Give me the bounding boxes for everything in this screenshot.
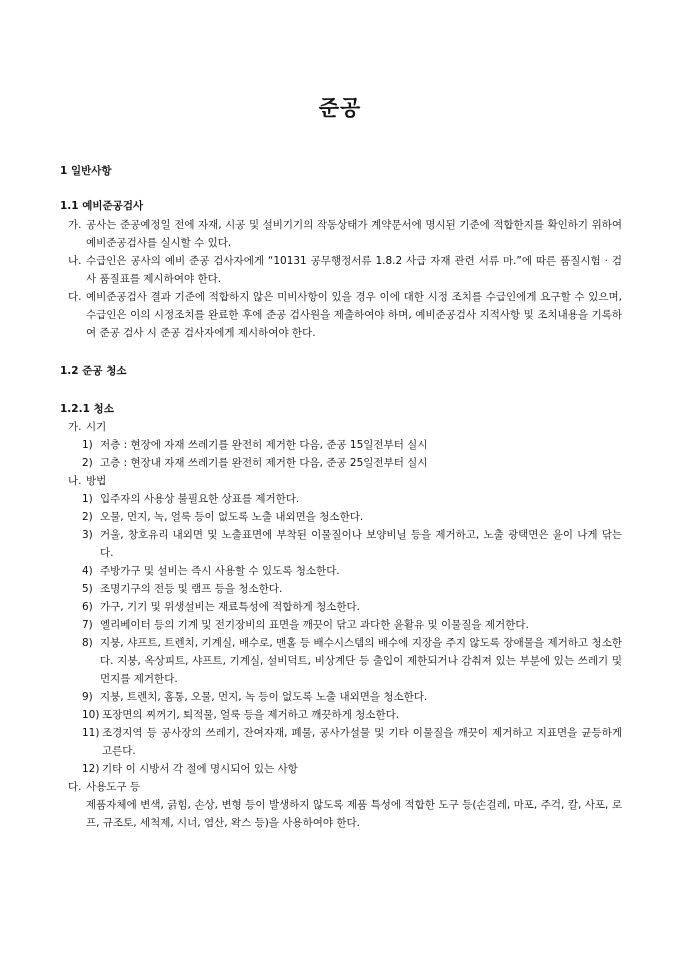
subsection-heading-cleaning: 1.2.1 청소 [60,403,114,415]
item-marker: 7) [82,619,93,631]
tools-paragraph: 제품자체에 변색, 긁힘, 손상, 변형 등이 발생하지 않도록 제품 특성에 적합한 도구 등(손걸레, 마포, 주걱, 칼, 사포, 로프, 규조토, 세척제, 시너, 염산, 왁스 등)을 사용하여야 한다. [86,799,622,829]
item-text: 엘리베이터 등의 기계 및 전기장비의 표면을 깨끗이 닦고 과다한 윤활유 및 이물질을 제거한다. [100,619,529,631]
item-text: 공사는 준공예정일 전에 자재, 시공 및 설비기기의 작동상태가 계약문서에 명시된 기준에 적합한지를 확인하기 위하여 예비준공검사를 실시할 수 있다. [86,219,622,249]
item-marker: 2) [82,511,93,523]
item-marker: 나. [68,475,82,487]
item-marker: 1) [82,439,93,451]
item-marker: 가. [68,421,82,433]
item-marker: 다. [68,291,82,303]
sub-list-item [60,526,622,562]
list-item [60,252,622,288]
item-marker: 가. [68,219,82,231]
item-marker: 2) [82,457,93,469]
list-item-method [60,472,622,490]
sub-list-item [60,436,622,454]
item-text: 고층 : 현장내 자재 쓰레기를 완전히 제거한 다음, 준공 25일전부터 실시 [100,457,428,469]
item-text: 포장면의 찌꺼기, 퇴적물, 얼룩 등을 제거하고 깨끗하게 청소한다. [102,709,400,721]
item-text: 주방가구 및 설비는 즉시 사용할 수 있도록 청소한다. [100,565,340,577]
document-body [60,162,622,832]
page-title: 준공 [318,96,362,120]
item-text: 저층 : 현장에 자재 쓰레기를 완전히 제거한 다음, 준공 15일전부터 실시 [100,439,428,451]
item-text: 수급인은 공사의 예비 준공 검사자에게 “10131 공무행정서류 1.8.2 사급 자재 관련 서류 마.”에 따른 품질시험 · 검사 품질표를 제시하여야 한다. [86,255,622,285]
item-marker: 나. [68,255,82,267]
item-text: 가구, 기기 및 위생설비는 재료특성에 적합하게 청소한다. [100,601,360,613]
item-marker: 6) [82,601,93,613]
sub-list-item [60,454,622,472]
item-marker: 4) [82,565,93,577]
item-marker: 11) [82,727,100,739]
item-marker: 9) [82,691,93,703]
sub-list-item [60,580,622,598]
section-heading-general: 1 일반사항 [60,165,112,177]
sub-list-item [60,490,622,508]
item-text: 입주자의 사용상 불필요한 상표를 제거한다. [100,493,300,505]
subsection-heading-pre-inspection: 1.1 예비준공검사 [60,200,144,212]
item-text: 지붕, 샤프트, 트렌치, 기계실, 배수로, 맨홀 등 배수시스템의 배수에 지장을 주지 않도록 장애물을 제거하고 청소한다. 지붕, 옥상피트, 샤프트, 기계실, 설비덕트, 비상계단 등 출입이 제한되거나 감춰져 있는 부분에 있는 쓰레기 및 먼지를 제거한다. [100,637,622,685]
sub-list-item [60,634,622,688]
sub-list-item [60,706,622,724]
item-marker: 12) [82,763,100,775]
list-item-tools [60,778,622,796]
sub-list-item [60,760,622,778]
item-text: 오물, 먼지, 녹, 얼룩 등이 없도록 노출 내외면을 청소한다. [100,511,364,523]
item-text: 거울, 창호유리 내외면 및 노출표면에 부착된 이물질이나 보양비닐 등을 제거하고, 노출 광택면은 윤이 나게 닦는다. [100,529,622,559]
item-marker: 1) [82,493,93,505]
section-spacer [60,342,622,362]
item-text: 조경지역 등 공사장의 쓰레기, 잔여자재, 폐물, 공사가설물 및 기타 이물질을 깨끗이 제거하고 지표면을 균등하게 고른다. [102,727,622,757]
item-text: 지붕, 트렌치, 홈통, 오물, 먼지, 녹 등이 없도록 노출 내외면을 청소한다. [100,691,428,703]
item-marker: 다. [68,781,82,793]
section-spacer [60,380,622,400]
sub-list-item [60,598,622,616]
sub-list-item [60,724,622,760]
sub-list-item [60,688,622,706]
list-item [60,288,622,342]
item-marker: 8) [82,637,93,649]
item-marker: 10) [82,709,100,721]
sub-list-item [60,508,622,526]
item-text: 조명기구의 전등 및 램프 등을 청소한다. [100,583,283,595]
sub-list-item [60,616,622,634]
list-item-timing [60,418,622,436]
item-marker: 3) [82,529,93,541]
sub-list-item [60,562,622,580]
section-heading-cleaning: 1.2 준공 청소 [60,365,127,377]
item-label: 사용도구 등 [86,781,141,793]
list-item [60,216,622,252]
item-text: 기타 이 시방서 각 절에 명시되어 있는 사항 [102,763,298,775]
item-text: 예비준공검사 결과 기준에 적합하지 않은 미비사항이 있을 경우 이에 대한 시정 조치를 수급인에게 요구할 수 있으며, 수급인은 이의 시정조치를 완료한 후에 준공 검사원을 제출하여야 하며, 예비준공검사 지적사항 및 조치내용을 기록하여 준공 검사 시 준공 검사자에게 제시하여야 한다. [86,291,622,339]
item-marker: 5) [82,583,93,595]
item-label: 방법 [86,475,107,487]
item-label: 시기 [86,421,107,433]
